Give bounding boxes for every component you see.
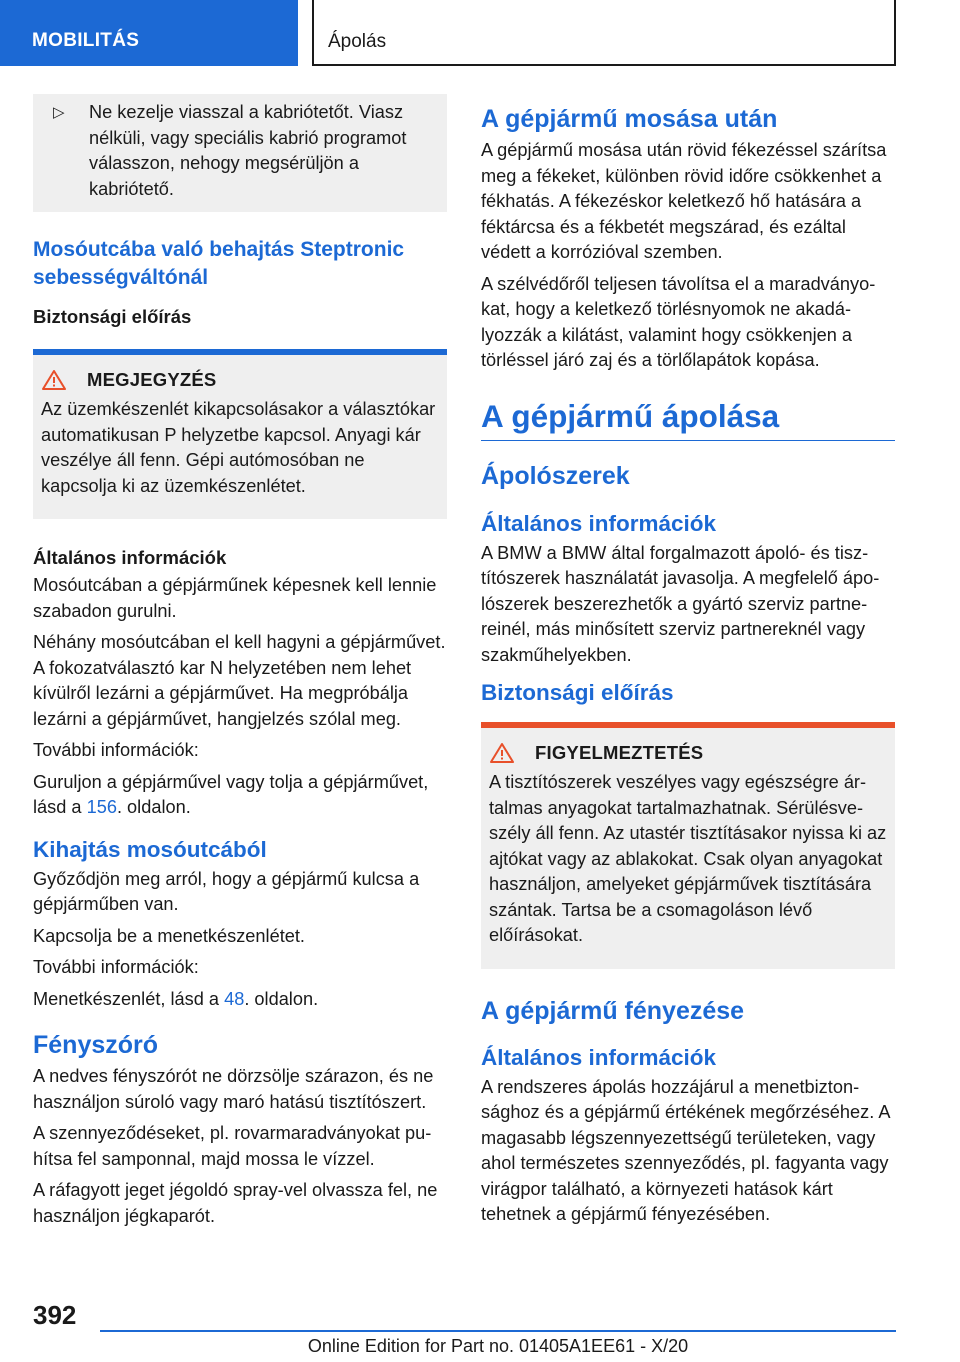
page-number: 392 [33, 1300, 77, 1330]
heading-safety-notes: Biztonsági előírás [481, 680, 674, 705]
paragraph: Győződjön meg arról, hogy a gépjármű kulcsa a gépjárműben van. [33, 868, 420, 914]
paragraph: Kapcsolja be a menetkészenlétet. [33, 925, 305, 946]
page-link-48[interactable]: 48 [224, 988, 245, 1009]
paragraph: A rendszeres ápolás hozzájárul a menetbiztonsághoz és a gépjármű értékének megőrzéséhez. A magasabb légszennyezettségű területeken, vagy ahol természetes szennyeződés, pl. fagyanta vagy virágpor található, a környezeti hatások kárt tehetnek a gépjármű fényezésében. [481, 1076, 890, 1224]
page-link-156[interactable]: 156 [86, 797, 117, 817]
paragraph: A szélvédőről teljesen távolítsa el a maradványokat, hogy a keletkező törlésnyomok ne akadályozzák a kilátást, valamint hogy csökkenjen a törléssel járó zaj és a törlőlapátok kopása. [481, 273, 876, 370]
section-tab[interactable]: MOBILITÁS [0, 0, 298, 66]
heading-car-wash-exit: Kihajtás mosóutcából [33, 836, 267, 862]
footer-divider [100, 1330, 896, 1332]
notice-header [41, 369, 439, 391]
warning-title: FIGYELMEZTETÉS [535, 742, 704, 763]
notice-title: MEGJEGYZÉS [87, 369, 217, 390]
triangle-bullet-icon: ▷ [53, 104, 65, 121]
instruction-text: Ne kezelje viasszal a kabriótetőt. Viasz nélküli, vagy speciális kabrió programot válasszon, nehogy megsérüljön a kabriótető. [89, 102, 407, 199]
notice-text: Az üzemkészenlét kikapcsolásakor a választókar automatikusan P helyzetbe kapcsol. Anyagi kár veszélye áll fenn. Gépi autómosóban ne kapcsolja ki az üzemkészenlétet. [41, 399, 436, 496]
footer-edition: Online Edition for Part no. 01405A1EE61 - X/20 [307, 1336, 689, 1356]
notice-box [33, 349, 447, 519]
heading-safety-notes: Biztonsági előírás [33, 306, 192, 327]
heading-after-wash: A gépjármű mosása után [481, 105, 778, 133]
paragraph: További információk: [33, 957, 199, 977]
heading-care-products: Ápolószerek [481, 461, 630, 490]
paragraph: A gépjármű mosása után rövid fékezéssel szárítsa meg a fékeket, különben rövid időre csökkenhet a fékhatás. A fékezéskor keletkező hő hatására a féktárcsa és a fékbetét megszárad, és ezáltal védett a korrózióval szemben. [481, 140, 887, 262]
heading-paintwork: A gépjármű fényezése [481, 996, 745, 1025]
heading-vehicle-care: A gépjármű ápolása [481, 396, 895, 441]
warning-triangle-icon [489, 742, 535, 764]
left-column [33, 94, 447, 1235]
heading-car-wash-entry: Mosóutcába való behajtás Steptronic sebességváltónál [33, 238, 405, 289]
paragraph: Mosóutcában a gépjárműnek képesnek kell lennie szabadon gurulni. [33, 575, 437, 621]
chapter-title: Ápolás [312, 0, 896, 66]
heading-general-info: Általános információk [481, 510, 717, 536]
heading-headlights: Fényszóró [33, 1031, 159, 1059]
paragraph: A ráfagyott jeget jégoldó spray-vel olvassza fel, ne használjon jégkaparót. [33, 1180, 438, 1226]
paragraph: A BMW a BMW által forgalmazott ápoló- és tisztítószerek használatát javasolja. A megfelelő ápolószerek beszerezhetők a gyártó szerviz partnereinél, más minősített szerviz partnereknél vagy szakműhelyekben. [481, 542, 880, 665]
instruction-item [47, 100, 433, 202]
page-header [0, 0, 960, 66]
instruction-box [33, 94, 447, 212]
paragraph-with-link: Menetkészenlét, lásd a 48. oldalon. [33, 988, 319, 1009]
paragraph-with-link: Guruljon a gépjárművel vagy tolja a gépjárművet, lásd a 156. oldalon. [33, 771, 429, 817]
paragraph: A szennyeződéseket, pl. rovarmaradványokat puhítsa fel samponnal, majd mossa le vízzel. [33, 1123, 432, 1169]
heading-general-info: Általános információk [481, 1044, 717, 1070]
paragraph: További információk: [33, 740, 199, 760]
warning-box [481, 722, 895, 969]
warning-triangle-icon [41, 369, 87, 391]
paragraph: Néhány mosóutcában el kell hagyni a gépjárművet. A fokozatválasztó kar N helyzetében nem lehet kívülről lezárni a gépjárművet. Ha megpróbálja lezárni a gépjárművet, hangjelzés szólal meg. [33, 632, 446, 729]
warning-text: A tisztítószerek veszélyes vagy egészségre ártalmas anyagokat tartalmazhatnak. Sérülésveszély áll fenn. Az utastér tisztításakor nyissa ki az ajtókat vagy az ablakokat. Csak olyan anyagokat használjon, amelyeket gépjárművek tisztítására szántak. Tartsa be a csomagoláson lévő előírásokat. [489, 772, 887, 945]
warning-header [489, 742, 887, 764]
heading-general-info: Általános információk [33, 547, 227, 568]
paragraph: A nedves fényszórót ne dörzsölje szárazon, és ne használjon súroló vagy maró hatású tisztítószert. [33, 1066, 434, 1112]
right-column [481, 94, 895, 1234]
